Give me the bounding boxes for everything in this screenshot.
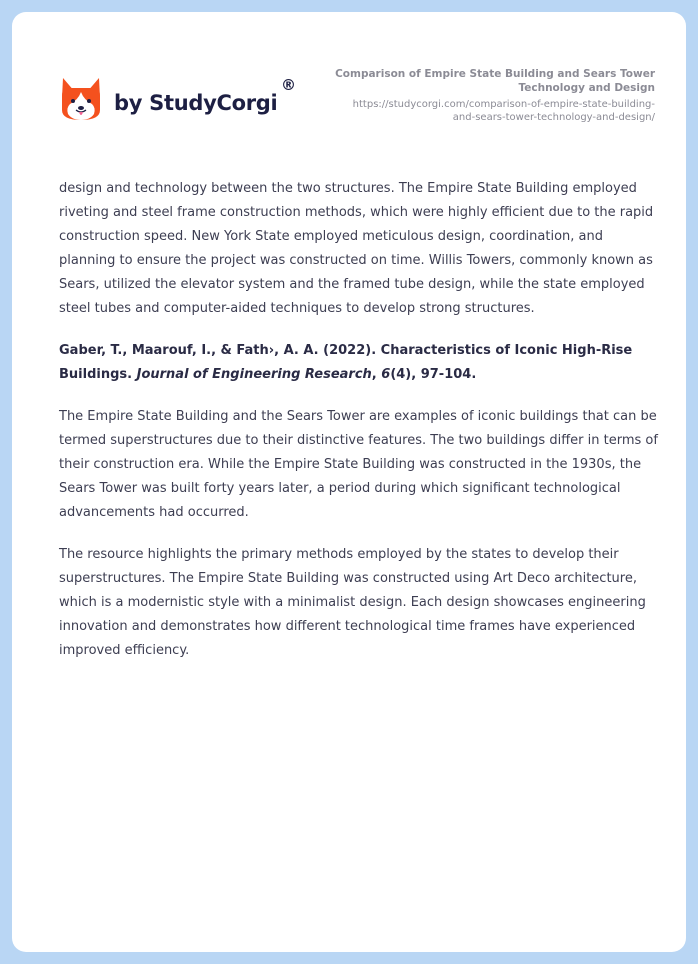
document-title-line-1: Comparison of Empire State Building and Sears Tower [335, 68, 655, 80]
registered-mark: ® [281, 76, 296, 94]
document-url-line-1[interactable]: https://studycorgi.com/comparison-of-empire-state-building- [352, 99, 655, 110]
reference-entry [59, 339, 659, 387]
document-meta [275, 67, 655, 124]
body-paragraph-1: design and technology between the two structures. The Empire State Building employed riveting and steel frame construction methods, which were highly efficient due to the rapid construction speed. New York State employed meticulous design, coordination, and planning to ensure the project was constructed on time. Willis Towers, commonly known as Sears, utilized the elevator system and the framed tube design, while the state employed steel tubes and computer-aided techniques to develop strong structures. [59, 181, 654, 316]
document-title [275, 67, 655, 95]
reference-volume: 6 [381, 367, 391, 382]
corgi-head-icon [60, 76, 102, 122]
reference-sep: , [371, 367, 382, 382]
studycorgi-logo[interactable] [60, 76, 296, 122]
document-title-line-2: Technology and Design [518, 82, 655, 94]
body-paragraph-2: The Empire State Building and the Sears Tower are examples of iconic buildings that can be termed superstructures due to their distinctive features. The two buildings differ in terms of their construction era. While the Empire State Building was constructed in the 1930s, the Sears Tower was built forty years later, a period during which significant technological advancements had occurred. [59, 409, 658, 520]
reference-authors-title: Gaber, T., Maarouf, I., & Fath›, A. A. (2022). Characteristics of Iconic High-Rise Buildings. [59, 343, 633, 382]
reference-issue-pages: (4), 97-104. [390, 367, 477, 382]
logo-text: by StudyCorgi [114, 91, 278, 115]
document-page [12, 12, 686, 952]
document-url[interactable] [275, 98, 655, 124]
page-header [12, 12, 686, 162]
body-paragraph-3: The resource highlights the primary methods employed by the states to develop their superstructures. The Empire State Building was constructed using Art Deco architecture, which is a modernistic style with a minimalist design. Each design showcases engineering innovation and demonstrates how different technological time frames have experienced improved efficiency. [59, 547, 646, 658]
document-url-line-2[interactable]: and-sears-tower-technology-and-design/ [452, 112, 655, 123]
reference-journal: Journal of Engineering Research [136, 367, 372, 382]
document-body [59, 177, 659, 681]
